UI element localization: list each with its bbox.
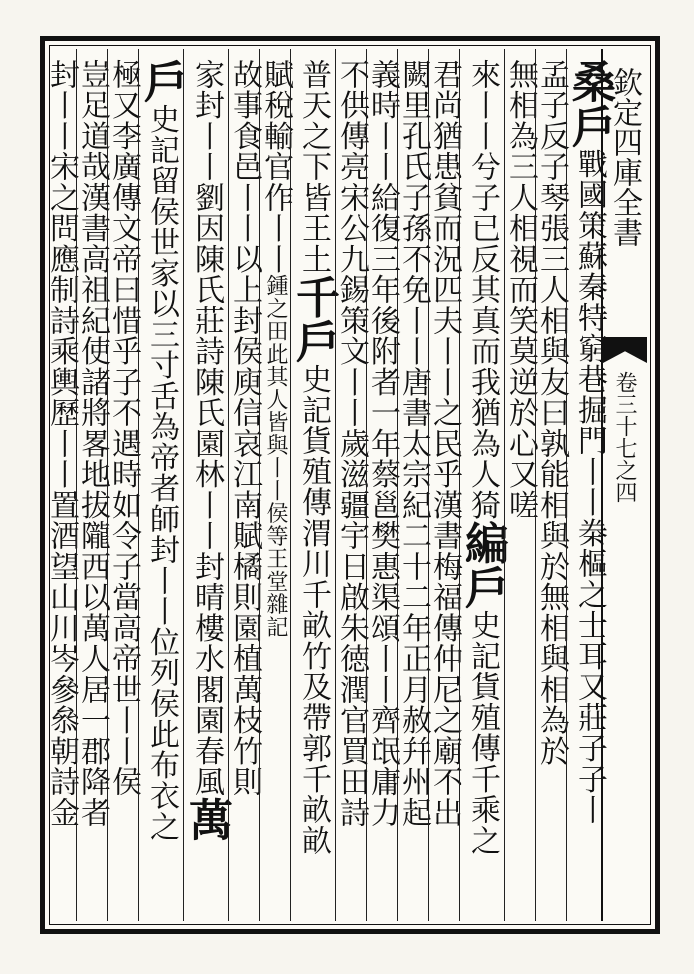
heading-term: 戶	[136, 59, 187, 104]
text-column	[427, 49, 462, 921]
page-frame	[40, 36, 660, 934]
column-text	[457, 59, 508, 921]
column-text	[181, 59, 232, 921]
column-text	[44, 59, 79, 921]
body-text: 豈足道哉漢書高祖紀使諸將畧地拔隴西以萬人居一郡降者	[75, 59, 110, 828]
heading-term: 千戶	[288, 274, 339, 364]
text-column	[181, 49, 232, 921]
body-text: 極又李廣傳文帝曰惜乎子不遇時如令子當高帝世丨丨侯	[106, 59, 141, 797]
text-column	[288, 49, 339, 921]
column-text	[334, 59, 369, 921]
text-column	[75, 49, 110, 921]
text-column	[534, 49, 569, 921]
text-column	[258, 49, 293, 921]
body-text: 君尚猶患貧而況匹夫丨丨之民乎漢書梅福傳仲尼之廟不出	[427, 59, 462, 828]
body-text: 無相為三人相視而笑莫逆於心又嗟	[503, 59, 538, 521]
body-text: 不供傳亮宋公九錫策文丨丨歲滋疆宇日啟朱徳潤官買田詩	[334, 59, 369, 828]
text-column	[503, 49, 538, 921]
body-text: 史記貨殖傳渭川千畝竹及帶郭千畝畝	[296, 363, 331, 856]
body-text: 孟子反子琴張三人相與友曰孰能相與於無相與相為於	[534, 59, 569, 767]
banxin-volume: 卷三十七之四	[612, 371, 637, 503]
body-text: 家封丨丨劉因陳氏莊詩陳氏園林丨丨封晴樓水閣園春風	[189, 59, 224, 797]
column-text	[75, 59, 110, 921]
text-column	[106, 49, 141, 921]
heading-term: 編戶	[457, 520, 508, 610]
column-text	[534, 59, 569, 921]
body-text: 闕里孔氏子孫不免丨丨唐書太宗紀二十二年正月赦幷州起	[396, 59, 431, 828]
text-column	[457, 49, 508, 921]
banxin-title: 欽定四庫全書	[607, 67, 642, 247]
text-column	[136, 49, 187, 921]
text-column	[365, 49, 400, 921]
column-text	[365, 59, 400, 921]
heading-term: 萬	[181, 797, 232, 842]
body-text: 賦稅輸官作丨丨	[258, 59, 293, 275]
heading-term: 桑戶	[564, 59, 615, 149]
column-text	[136, 59, 187, 921]
body-text: 普天之下皆王土	[296, 59, 331, 275]
body-text: 來丨丨兮子已反其真而我猶為人猗	[465, 59, 500, 521]
text-column	[44, 49, 79, 921]
text-columns	[44, 49, 615, 921]
column-text	[396, 59, 431, 921]
column-text	[227, 59, 262, 921]
body-text: 封丨丨宋之問應制詩乘輿歷丨丨置酒望山川岑參叅朝詩金	[44, 59, 79, 828]
text-column	[334, 49, 369, 921]
column-text	[106, 59, 141, 921]
column-text	[427, 59, 462, 921]
column-text	[564, 59, 615, 921]
body-text: 史記留侯世家以三寸舌為帝者師封丨丨位列侯此布衣之	[144, 103, 179, 842]
body-text: 戰國策蘇秦特窮巷掘門丨丨桊樞之士耳又莊子子丨	[572, 148, 607, 825]
text-column	[396, 49, 431, 921]
body-text: 故事食邑丨丨以上封侯庾信哀江南賦橘則園植萬枝竹則	[227, 59, 262, 797]
text-column	[227, 49, 262, 921]
column-text	[503, 59, 538, 921]
column-text	[288, 59, 339, 921]
column-text	[258, 59, 293, 921]
annotation-text: 鍾之田此其人皆與丨丨侯等王堂雜記	[263, 274, 288, 639]
body-text: 史記貨殖傳千乘之	[465, 609, 500, 856]
body-text: 義時丨丨給復三年後附者一年蔡邕樊惠渠頌丨丨齊氓庸力	[365, 59, 400, 828]
text-column	[564, 49, 615, 921]
